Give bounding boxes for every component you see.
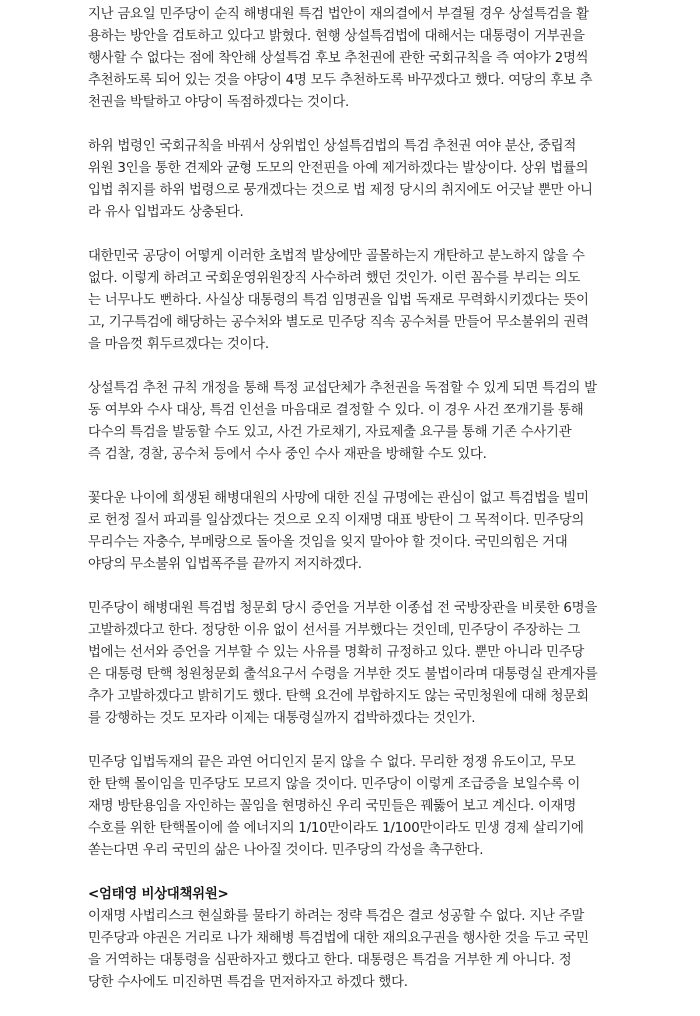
document-body xyxy=(88,4,678,1016)
text-line: 고발하겠다고 한다. 정당한 이유 없이 선서를 거부했다는 것인데, 민주당이 주장하는 그 xyxy=(88,623,581,638)
text-line: 행사할 수 없다는 점에 착안해 상설특검 후보 추천권에 관한 국회규칙을 즉 여야가 2명씩 xyxy=(88,51,589,66)
speaker-paragraph xyxy=(88,906,678,994)
text-line: 다수의 특검을 발동할 수도 있고, 사건 가로채기, 자료제출 요구를 통해 기존 수사기관 xyxy=(88,425,572,440)
text-line: 재명 방탄용임을 자인하는 꼴임을 현명하신 우리 국민들은 꿰뚫어 보고 계신다. 이재명 xyxy=(88,799,577,814)
text-line: 대한민국 공당이 어떻게 이러한 초법적 발상에만 골몰하는지 개탄하고 분노하지 않을 수 xyxy=(88,249,585,264)
text-line: 꽃다운 나이에 희생된 해병대원의 사망에 대한 진실 규명에는 관심이 없고 특검법을 빌미 xyxy=(88,491,589,506)
text-line: 라 유사 입법과도 상충된다. xyxy=(88,205,244,220)
text-line: 동 여부와 수사 대상, 특검 인선을 마음대로 결정할 수 있다. 이 경우 사건 쪼개기를 통해 xyxy=(88,403,584,418)
text-line: 수호를 위한 탄핵몰이에 쓸 에너지의 1/10만이라도 1/100만이라도 민생 경제 살리기에 xyxy=(88,821,584,836)
text-line: 을 거역하는 대통령을 심판하자고 했다고 한다. 대통령은 특검을 거부한 게 아니다. 정 xyxy=(88,953,572,968)
paragraph xyxy=(88,752,678,862)
text-line: 야당의 무소불위 입법폭주를 끝까지 저지하겠다. xyxy=(88,557,362,572)
text-line: 민주당 입법독재의 끝은 과연 어디인지 묻지 않을 수 없다. 무리한 정쟁 유도이고, 무모 xyxy=(88,755,576,770)
paragraph xyxy=(88,4,678,114)
text-line: 용하는 방안을 검토하고 있다고 밝혔다. 현행 상설특검법에 대해서는 대통령이 거부권을 xyxy=(88,29,585,44)
paragraph xyxy=(88,488,678,576)
text-line: 고, 기구특검에 해당하는 공수처와 별도로 민주당 직속 공수처를 만들어 무소불위의 권력 xyxy=(88,315,589,330)
text-line: 위원 3인을 통한 견제와 균형 도모의 안전핀을 아예 제거하겠다는 발상이다. 상위 법률의 xyxy=(88,161,589,176)
text-line: 없다. 이렇게 하려고 국회운영위원장직 사수하려 했던 것인가. 이런 꼼수를 부리는 의도 xyxy=(88,271,581,286)
text-line: 추가 고발하겠다고 밝히기도 했다. 탄핵 요건에 부합하지도 않는 국민청원에 대해 청문회 xyxy=(88,689,589,704)
text-line: 하위 법령인 국회규칙을 바꿔서 상위법인 상설특검법의 특검 추천권 여야 분산, 중립적 xyxy=(88,139,577,154)
paragraph xyxy=(88,378,678,466)
paragraph xyxy=(88,246,678,356)
text-line: 이재명 사법리스크 현실화를 물타기 하려는 정략 특검은 결코 성공할 수 없다. 지난 주말 xyxy=(88,909,585,924)
text-line: 지난 금요일 민주당이 순직 해병대원 특검 법안이 재의결에서 부결될 경우 상설특검을 활 xyxy=(88,7,589,22)
paragraph xyxy=(88,136,678,224)
text-line: 를 강행하는 것도 모자라 이제는 대통령실까지 겁박하겠다는 것인가. xyxy=(88,711,476,726)
text-line: 즉 검찰, 경찰, 공수처 등에서 수사 중인 수사 재판을 방해할 수도 있다. xyxy=(88,447,487,462)
text-line: 을 마음껏 휘두르겠다는 것이다. xyxy=(88,337,269,352)
text-line: 천권을 박탈하고 야당이 독점하겠다는 것이다. xyxy=(88,95,350,110)
paragraph xyxy=(88,598,678,730)
text-line: 법에는 선서와 증언을 거부할 수 있는 사유를 명확히 규정하고 있다. 뿐만 아니라 민주당 xyxy=(88,645,585,660)
text-line: 로 헌정 질서 파괴를 일삼겠다는 것으로 오직 이재명 대표 방탄이 그 목적이다. 민주당의 xyxy=(88,513,585,528)
text-line: 쏟는다면 우리 국민의 삶은 나아질 것이다. 민주당의 각성을 촉구한다. xyxy=(88,843,484,858)
text-line: 추천하도록 되어 있는 것을 야당이 4명 모두 추천하도록 바꾸겠다고 했다. 여당의 후보 추 xyxy=(88,73,593,88)
text-line: 은 대통령 탄핵 청원청문회 출석요구서 수령을 거부한 것도 불법이라며 대통령실 관계자를 xyxy=(88,667,598,682)
text-line: 입법 취지를 하위 법령으로 뭉개겠다는 것으로 법 제정 당시의 취지에도 어긋날 뿐만 아니 xyxy=(88,183,593,198)
text-line: 무리수는 자충수, 부메랑으로 돌아올 것임을 잊지 말아야 할 것이다. 국민의힘은 거대 xyxy=(88,535,568,550)
text-line: 상설특검 추천 규칙 개정을 통해 특정 교섭단체가 추천권을 독점할 수 있게 되면 특검의 발 xyxy=(88,381,597,396)
text-line: 한 탄핵 몰이임을 민주당도 모르지 않을 것이다. 민주당이 이렇게 조급증을 보일수록 이 xyxy=(88,777,581,792)
text-line: 민주당이 해병대원 특검법 청문회 당시 증언을 거부한 이종섭 전 국방장관을 비롯한 6명을 xyxy=(88,601,598,616)
text-line: 당한 수사에도 미진하면 특검을 먼저하자고 하겠다 했다. xyxy=(88,975,408,990)
speaker-heading: <엄태영 비상대책위원> xyxy=(88,887,229,902)
text-line: 민주당과 야권은 거리로 나가 채해병 특검법에 대한 재의요구권을 행사한 것을 두고 국민 xyxy=(88,931,589,946)
text-line: 는 너무나도 뻔하다. 사실상 대통령의 특검 임명권을 입법 독재로 무력화시키겠다는 뜻이 xyxy=(88,293,589,308)
